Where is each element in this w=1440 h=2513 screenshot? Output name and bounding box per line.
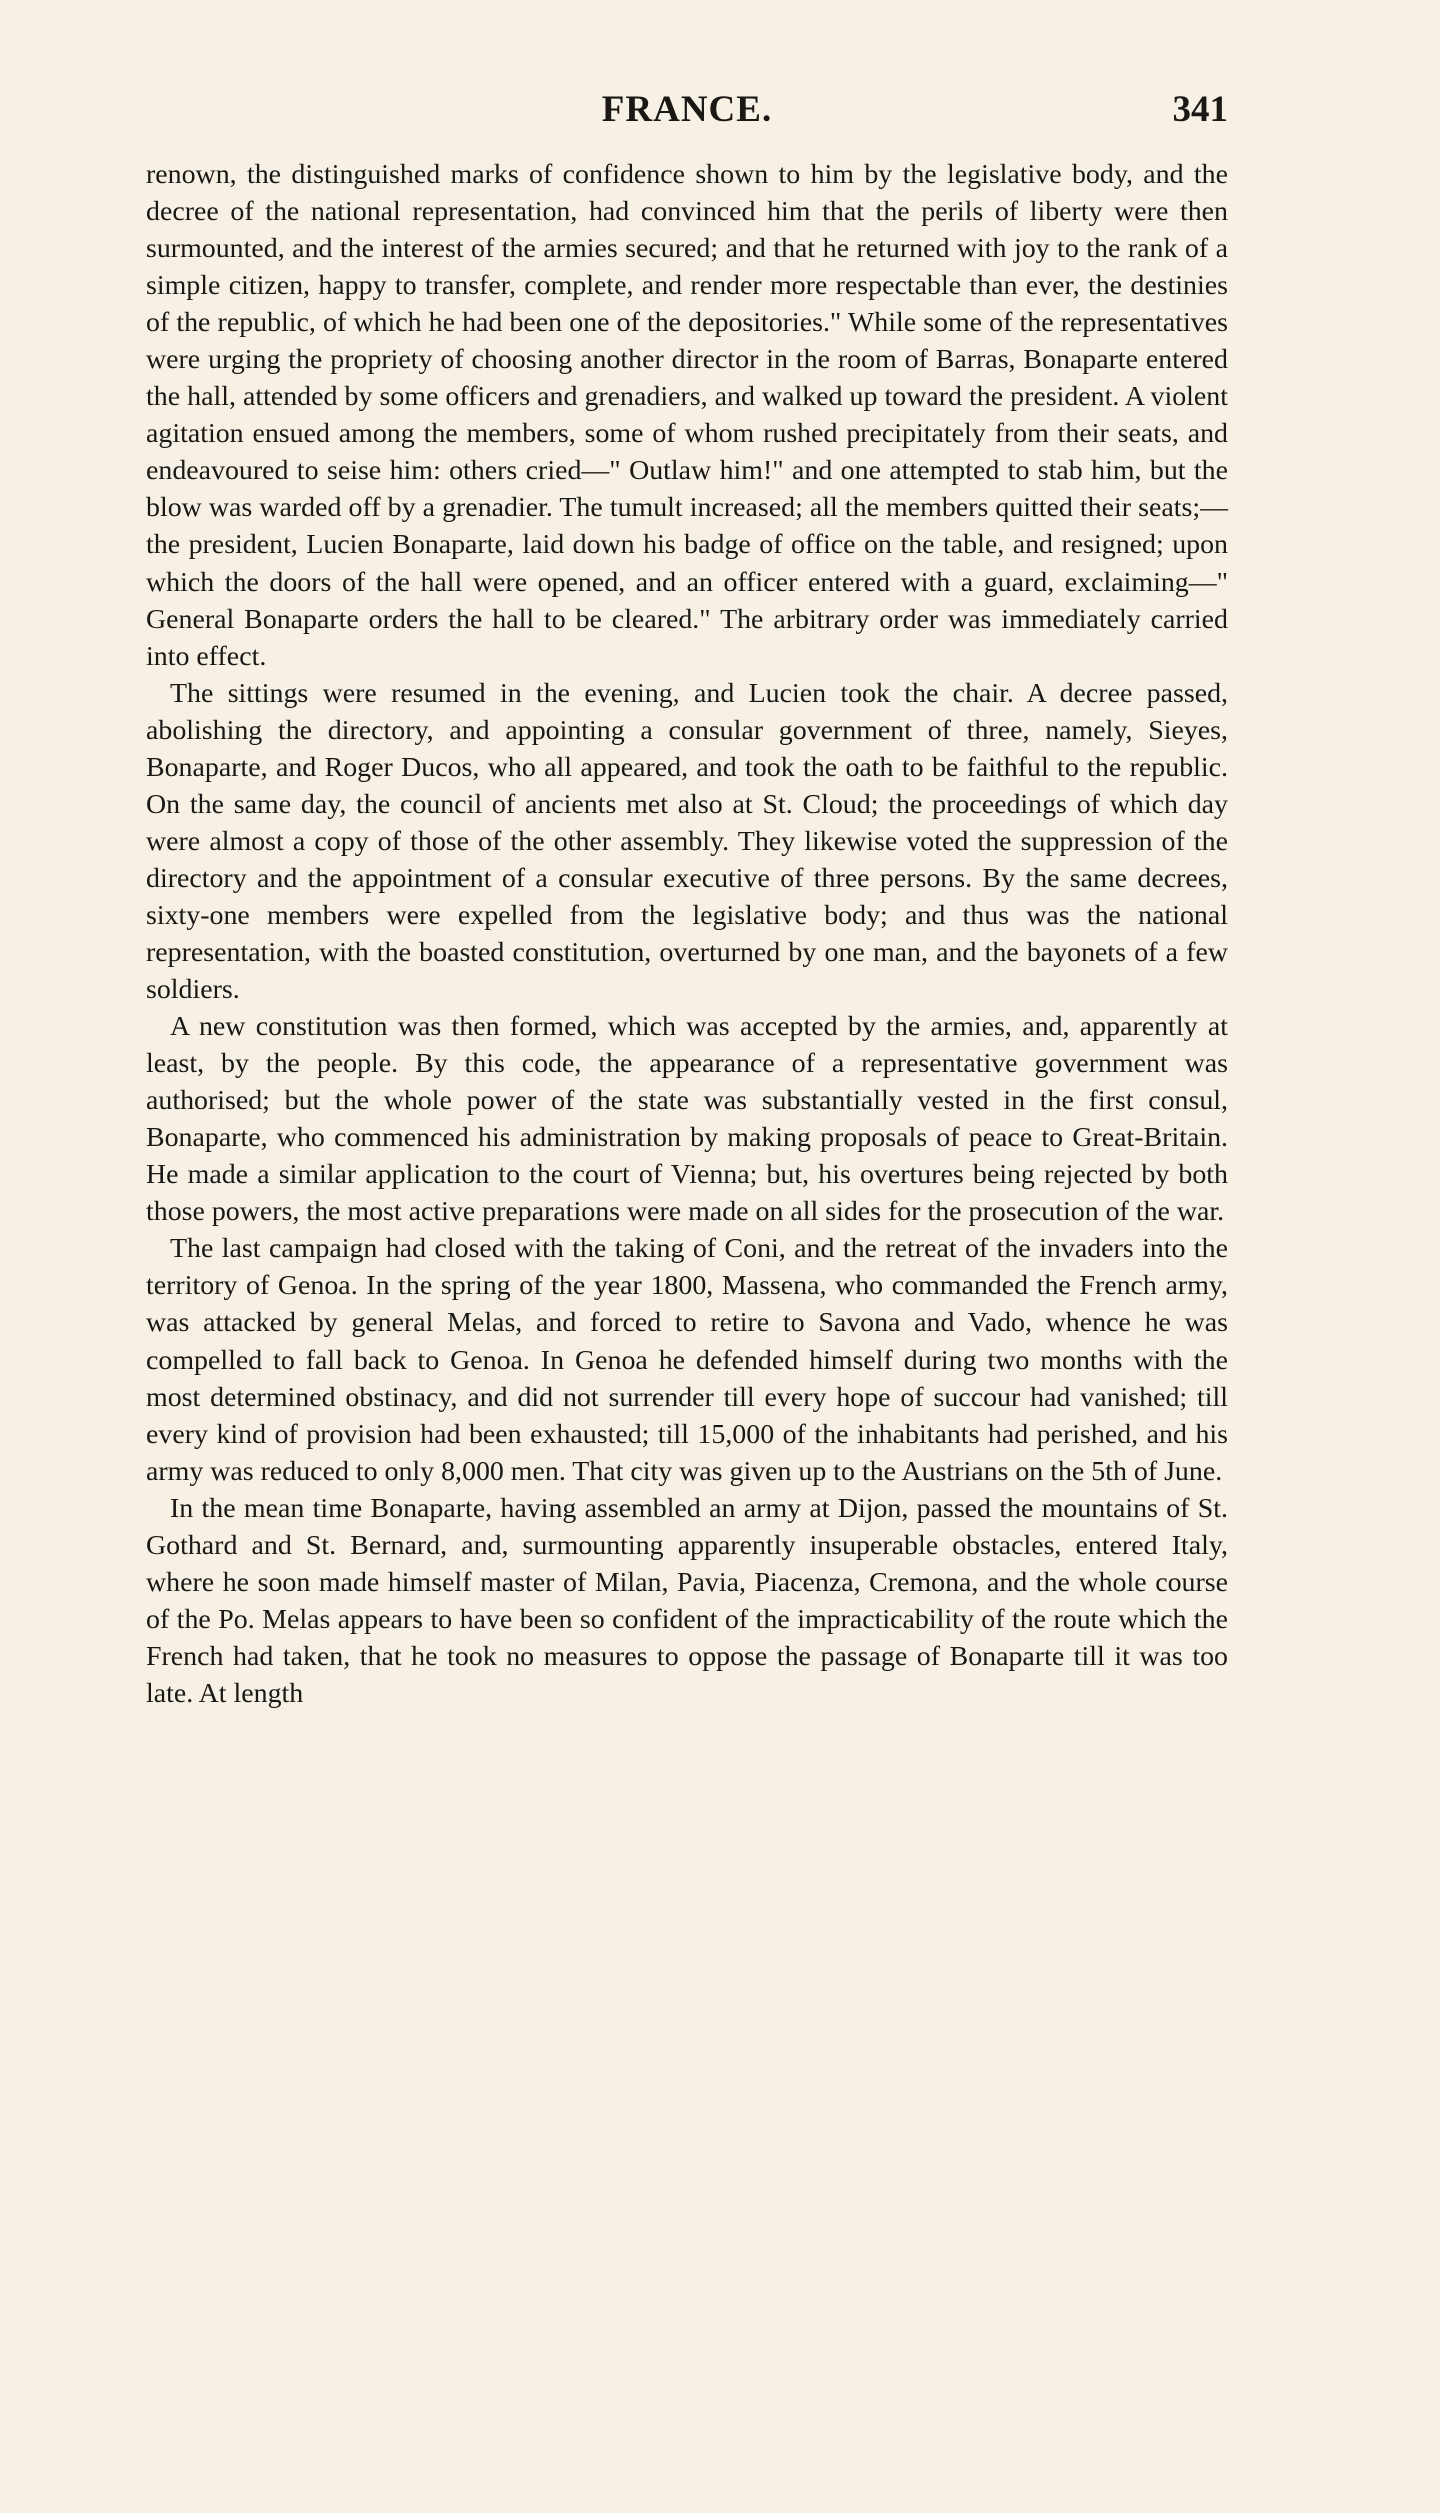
running-head — [146, 88, 1228, 138]
running-title: FRANCE. — [601, 89, 773, 130]
body-text — [146, 156, 1228, 1712]
paragraph-1: renown, the distinguished marks of confidence shown to him by the legislative body, and the decree of the national representation, had convinced him that the perils of liberty were then surmounted, and the interest of the armies secured; and that he returned with joy to the rank of a simple citizen, happy to transfer, complete, and render more respectable than ever, the destinies of the republic, of which he had been one of the depositories." While some of the representatives were urging the propriety of choosing another director in the room of Barras, Bonaparte entered the hall, attended by some officers and grenadiers, and walked up toward the president. A violent agitation ensued among the members, some of whom rushed precipitately from their seats, and endeavoured to seise him: others cried—" Outlaw him!" and one attempted to stab him, but the blow was warded off by a grenadier. The tumult increased; all the members quitted their seats;—the president, Lucien Bonaparte, laid down his badge of office on the table, and resigned; upon which the doors of the hall were opened, and an officer entered with a guard, exclaiming—" General Bonaparte orders the hall to be cleared." The arbitrary order was immediately carried into effect. — [146, 159, 1228, 672]
page-number: 341 — [1172, 89, 1228, 130]
paragraph-3: A new constitution was then formed, which was accepted by the armies, and, apparently at least, by the people. By this code, the appearance of a representative government was authorised; but the whole power of the state was substantially vested in the first consul, Bonaparte, who commenced his administration by making proposals of peace to Great-Britain. He made a similar application to the court of Vienna; but, his overtures being rejected by both those powers, the most active preparations were made on all sides for the prosecution of the war. — [146, 1011, 1228, 1228]
paragraph-2: The sittings were resumed in the evening, and Lucien took the chair. A decree passed, abolishing the directory, and appointing a consular government of three, namely, Sieyes, Bonaparte, and Roger Ducos, who all appeared, and took the oath to be faithful to the republic. On the same day, the council of ancients met also at St. Cloud; the proceedings of which day were almost a copy of those of the other assembly. They likewise voted the suppression of the directory and the appointment of a consular executive of three persons. By the same decrees, sixty-one members were expelled from the legislative body; and thus was the national representation, with the boasted constitution, overturned by one man, and the bayonets of a few soldiers. — [146, 677, 1228, 1006]
paragraph-5: In the mean time Bonaparte, having assembled an army at Dijon, passed the mountains of St. Gothard and St. Bernard, and, surmounting apparently insuperable obstacles, entered Italy, where he soon made himself master of Milan, Pavia, Piacenza, Cremona, and the whole course of the Po. Melas appears to have been so confident of the impracticability of the route which the French had taken, that he took no measures to oppose the passage of Bonaparte till it was too late. At length — [146, 1492, 1228, 1709]
paragraph-4: The last campaign had closed with the taking of Coni, and the retreat of the invaders into the territory of Genoa. In the spring of the year 1800, Massena, who commanded the French army, was attacked by general Melas, and forced to retire to Savona and Vado, whence he was compelled to fall back to Genoa. In Genoa he defended himself during two months with the most determined obstinacy, and did not surrender till every hope of succour had vanished; till every kind of provision had been exhausted; till 15,000 of the inhabitants had perished, and his army was reduced to only 8,000 men. That city was given up to the Austrians on the 5th of June. — [146, 1233, 1228, 1487]
